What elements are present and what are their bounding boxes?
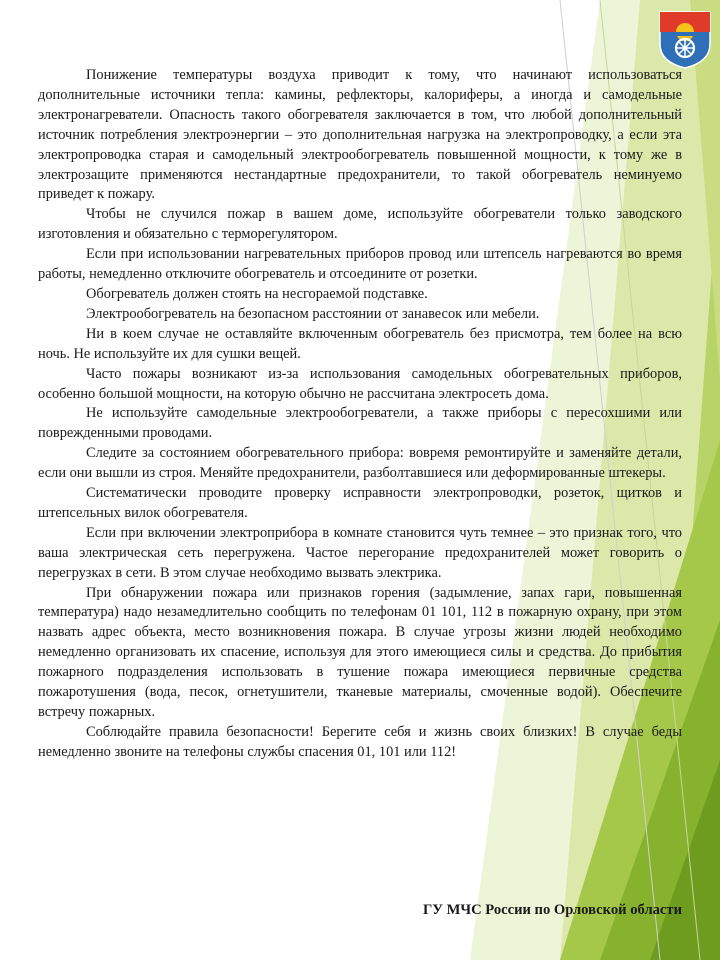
paragraph: При обнаружении пожара или признаков горения (задымление, запах гари, повышенная температура) надо незамедлительно сообщить по телефонам 01 101, 112 в пожарную охрану, при этом назвать адрес объекта, место возникновения пожара. В случае угрозы жизни людей необходимо немедленно организовать их спасение, используя для этого имеющиеся силы и средства. До прибытия пожарного подразделения использовать в тушение пожара имеющиеся первичные средства пожаротушения (вода, песок, огнетушители, тканевые материалы, смоченные водой). Обеспечите встречу пожарных. — [38, 584, 682, 720]
paragraph: Не используйте самодельные электрообогреватели, а также приборы с пересохшими или поврежденными проводами. — [38, 405, 682, 442]
paragraph: Соблюдайте правила безопасности! Берегите себя и жизнь своих близких! В случае беды немедленно звоните на телефоны службы спасения 01, 101 или 112! — [38, 723, 682, 760]
paragraph: Следите за состоянием обогревательного прибора: вовремя ремонтируйте и заменяйте детали, если они вышли из строя. Меняйте предохранители, разболтавшиеся или деформированные штекеры. — [38, 445, 682, 482]
paragraph: Электрообогреватель на безопасном расстоянии от занавесок или мебели. — [86, 305, 540, 322]
paragraph: Часто пожары возникают из-за использования самодельных обогревательных приборов, особенно большой мощности, на которую обычно не рассчитана электросеть дома. — [38, 365, 682, 402]
coat-of-arms-icon — [658, 10, 712, 70]
paragraph: Ни в коем случае не оставляйте включенным обогреватель без присмотра, тем более на всю ночь. Не используйте их для сушки вещей. — [38, 325, 682, 362]
paragraph: Понижение температуры воздуха приводит к тому, что начинают использоваться дополнительные источники тепла: камины, рефлекторы, калориферы, а иногда и самодельные электронагреватели. Опасность такого обогревателя заключается в том, что любой дополнительный источник потребления электроэнергии – это дополнительная нагрузка на электропроводку, а если эта электропроводка старая и самодельный электрообогреватель повышенной мощности, к тому же в электрозащите применяются нестандартные предохранители, то такой обогреватель неминуемо приведет к пожару. — [38, 67, 682, 203]
paragraph: Чтобы не случился пожар в вашем доме, используйте обогреватели только заводского изготовления и обязательно с терморегулятором. — [38, 206, 682, 243]
paragraph: Если при использовании нагревательных приборов провод или штепсель нагреваются во время работы, немедленно отключите обогреватель и отсоедините от розетки. — [38, 246, 682, 283]
paragraph: Если при включении электроприбора в комнате становится чуть темнее – это признак того, что ваша электрическая сеть перегружена. Частое перегорание предохранителей может говорить о перегрузках в сети. В этом случае необходимо вызвать электрика. — [38, 524, 682, 581]
document-body — [38, 66, 682, 763]
signature: ГУ МЧС России по Орловской области — [422, 902, 682, 918]
paragraph: Обогреватель должен стоять на несгораемой подставке. — [86, 285, 428, 302]
paragraph: Систематически проводите проверку исправности электропроводки, розеток, щитков и штепсельных вилок обогревателя. — [38, 485, 682, 521]
